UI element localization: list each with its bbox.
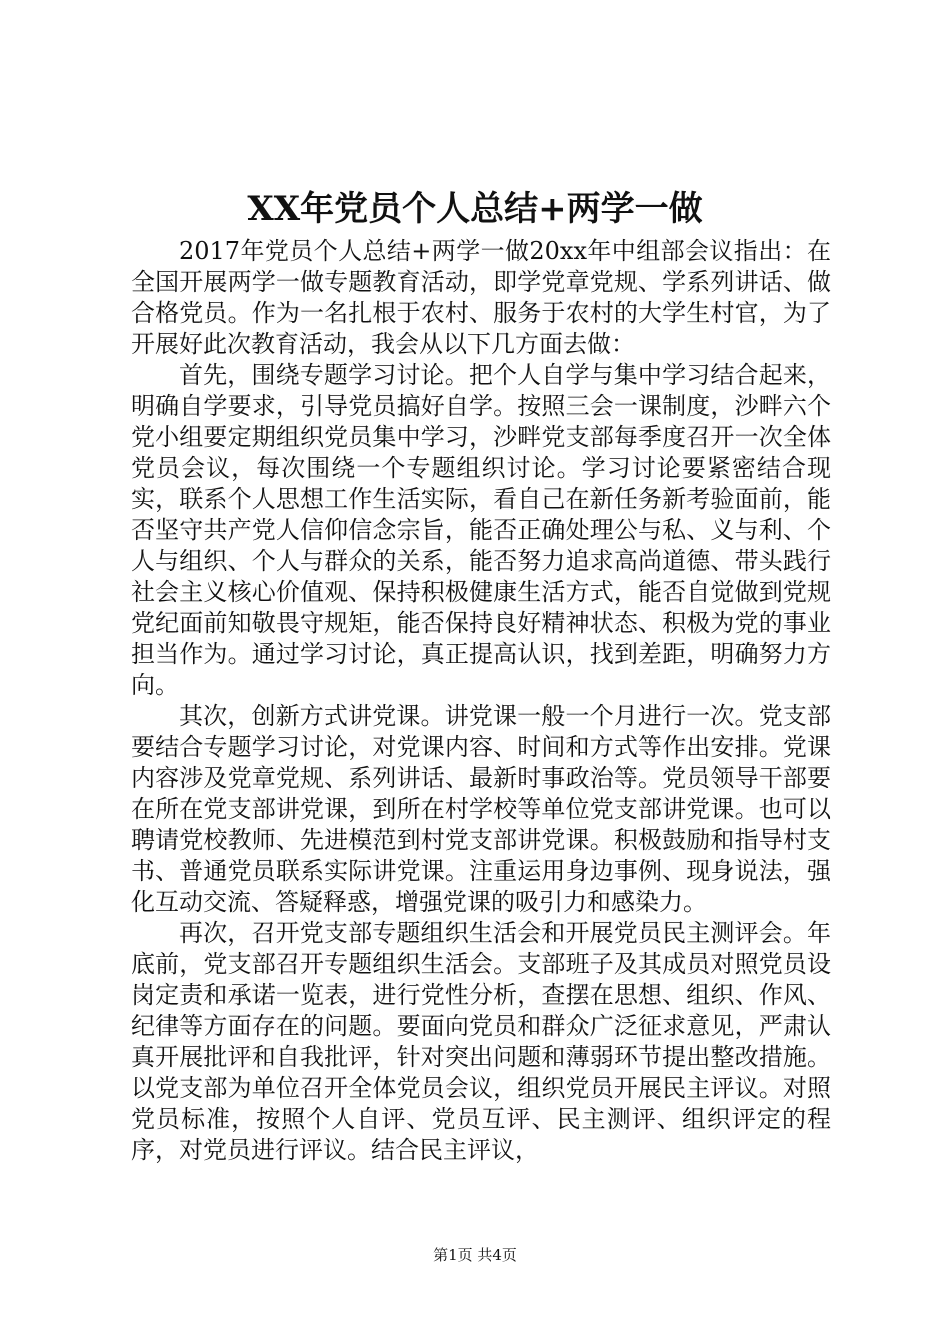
- paragraph-third: 再次，召开党支部专题组织生活会和开展党员民主测评会。年底前，党支部召开专题组织生活会。支部班子及其成员对照党员设岗定责和承诺一览表，进行党性分析，查摆在思想、组织、作风、纪律等方面存在的问题。要面向党员和群众广泛征求意见，严肃认真开展批评和自我批评，针对突出问题和薄弱环节提出整改措施。以党支部为单位召开全体党员会议，组织党员开展民主评议。对照党员标准，按照个人自评、党员互评、民主测评、组织评定的程序，对党员进行评议。结合民主评议，: [131, 919, 831, 1164]
- page-footer: 第1页 共4页: [433, 1246, 517, 1264]
- document-title: XX年党员个人总结+两学一做: [247, 189, 703, 229]
- paragraph-first: 首先，围绕专题学习讨论。把个人自学与集中学习结合起来，明确自学要求，引导党员搞好自学。按照三会一课制度，沙畔六个党小组要定期组织党员集中学习，沙畔党支部每季度召开一次全体党员会议，每次围绕一个专题组织讨论。学习讨论要紧密结合现实，联系个人思想工作生活实际，看自己在新任务新考验面前，能否坚守共产党人信仰信念宗旨，能否正确处理公与私、义与利、个人与组织、个人与群众的关系，能否努力追求高尚道德、带头践行社会主义核心价值观、保持积极健康生活方式，能否自觉做到党规党纪面前知敬畏守规矩，能否保持良好精神状态、积极为党的事业担当作为。通过学习讨论，真正提高认识，找到差距，明确努力方向。: [131, 361, 831, 699]
- paragraph-intro: 2017年党员个人总结+两学一做20xx年中组部会议指出：在全国开展两学一做专题教育活动，即学党章党规、学系列讲话、做合格党员。作为一名扎根于农村、服务于农村的大学生村官，为了开展好此次教育活动，我会从以下几方面去做：: [131, 237, 831, 358]
- paragraph-second: 其次，创新方式讲党课。讲党课一般一个月进行一次。党支部要结合专题学习讨论，对党课内容、时间和方式等作出安排。党课内容涉及党章党规、系列讲话、最新时事政治等。党员领导干部要在所在党支部讲党课，到所在村学校等单位党支部讲党课。也可以聘请党校教师、先进模范到村党支部讲党课。积极鼓励和指导村支书、普通党员联系实际讲党课。注重运用身边事例、现身说法，强化互动交流、答疑释惑，增强党课的吸引力和感染力。: [131, 702, 831, 916]
- document-body: [131, 236, 831, 1166]
